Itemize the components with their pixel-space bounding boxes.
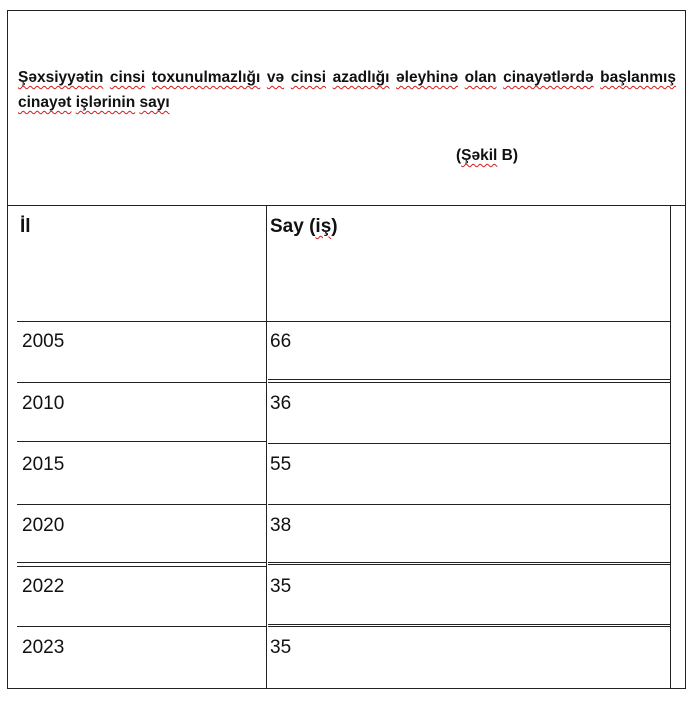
row-separator bbox=[268, 626, 671, 627]
row-separator bbox=[17, 441, 266, 442]
row-separator bbox=[268, 504, 671, 505]
title-word: toxunulmazlığı bbox=[151, 69, 261, 86]
row-separator bbox=[268, 564, 671, 565]
row-separator bbox=[268, 443, 671, 444]
year-cell: 2015 bbox=[22, 454, 65, 475]
count-cell: 36 bbox=[270, 393, 292, 414]
count-cell: 66 bbox=[270, 331, 292, 352]
caption-rest: B) bbox=[497, 147, 519, 164]
title-word: əleyhinə bbox=[396, 69, 459, 86]
row-separator bbox=[268, 382, 671, 383]
row-separator bbox=[17, 562, 266, 563]
year-cell: 2023 bbox=[22, 637, 65, 658]
title-word: cinayət bbox=[18, 94, 72, 111]
title-word: başlanmış bbox=[600, 69, 676, 86]
row-separator bbox=[17, 321, 671, 322]
header-year bbox=[20, 216, 31, 238]
year-cell: 2005 bbox=[22, 331, 65, 352]
header-count-word: Say bbox=[270, 216, 304, 237]
caption-word: Şəkil bbox=[461, 147, 498, 164]
table-title bbox=[18, 65, 676, 115]
header-count-unit: iş bbox=[315, 216, 332, 237]
year-cell: 2022 bbox=[22, 576, 65, 597]
table-inner-border bbox=[670, 206, 671, 689]
year-cell: 2020 bbox=[22, 515, 65, 536]
title-word: cinsi bbox=[109, 69, 146, 86]
title-word: və bbox=[266, 69, 285, 86]
year-cell: 2010 bbox=[22, 393, 65, 414]
header-year-label: İl bbox=[20, 216, 31, 237]
caption-open: ( bbox=[456, 147, 462, 164]
title-word: Şəxsiyyətin bbox=[18, 69, 104, 86]
title-word: cinsi bbox=[290, 69, 327, 86]
column-divider bbox=[266, 206, 267, 689]
figure-caption bbox=[456, 147, 518, 165]
row-separator bbox=[268, 379, 671, 380]
count-cell: 55 bbox=[270, 454, 292, 475]
title-word: azadlığı bbox=[332, 69, 390, 86]
count-cell: 38 bbox=[270, 515, 292, 536]
row-separator bbox=[268, 562, 671, 563]
row-separator bbox=[17, 566, 266, 567]
title-word: sayı bbox=[139, 94, 170, 111]
row-separator bbox=[17, 382, 266, 383]
count-cell: 35 bbox=[270, 637, 292, 658]
title-word: işlərinin bbox=[75, 94, 136, 111]
header-count-open: ( bbox=[303, 216, 316, 237]
title-word: olan bbox=[464, 69, 497, 86]
row-separator bbox=[17, 626, 266, 627]
title-cell bbox=[7, 10, 686, 206]
row-separator bbox=[268, 624, 671, 625]
row-separator bbox=[17, 504, 266, 505]
header-count bbox=[270, 216, 338, 238]
count-cell: 35 bbox=[270, 576, 292, 597]
header-count-close: ) bbox=[331, 216, 338, 237]
title-word: cinayətlərdə bbox=[503, 69, 594, 86]
data-table bbox=[7, 206, 686, 689]
